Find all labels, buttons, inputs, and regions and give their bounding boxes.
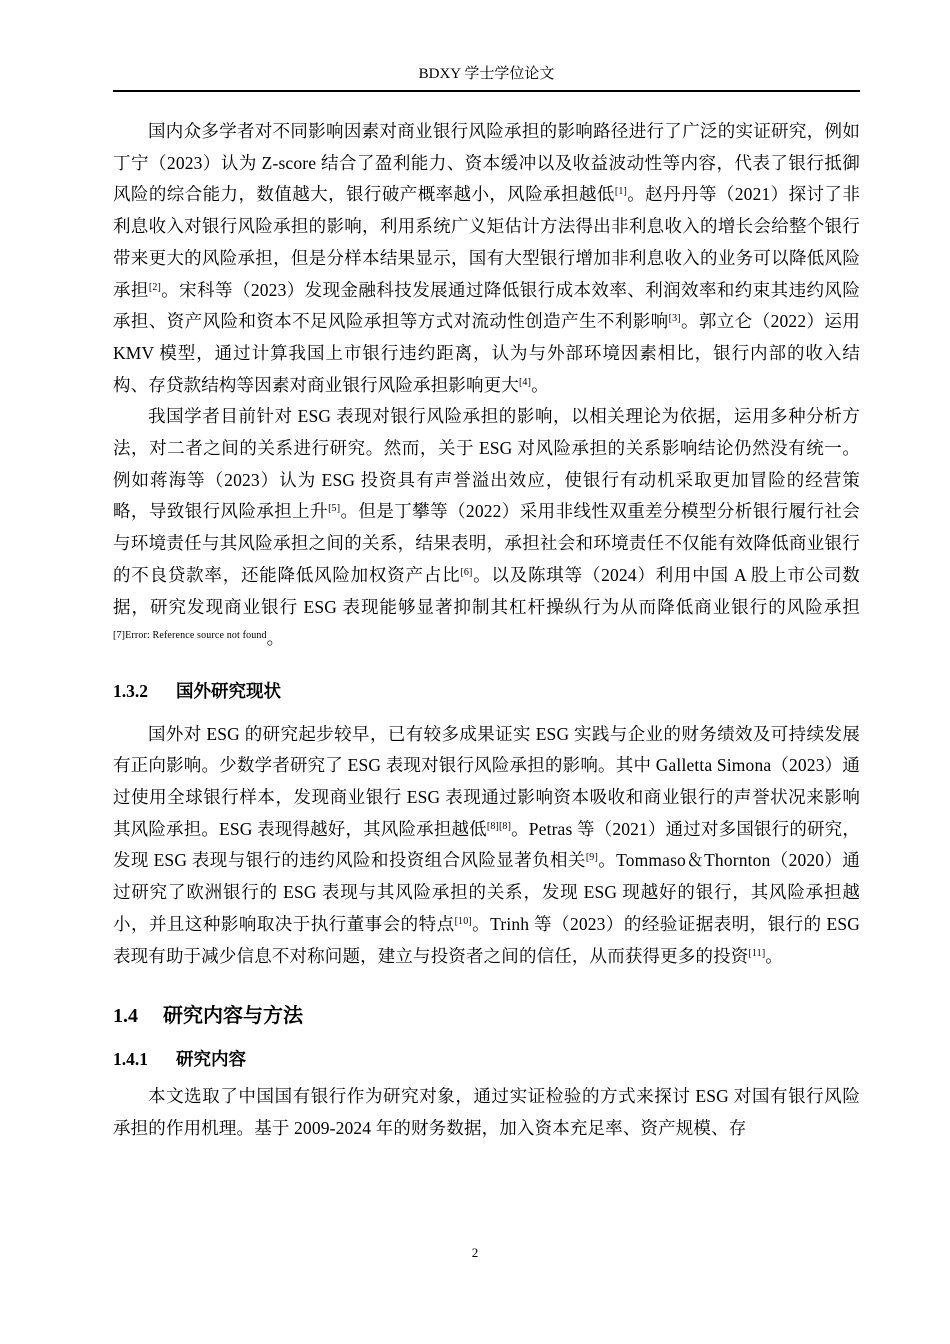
section-title: 研究内容与方法 [163,1003,303,1028]
citation: [10] [454,915,472,927]
paragraph-text: 。Trinh 等（2023）的经验证据表明，银行的 ESG 表现有助于减少信息不对称问题，建立与投资者之间的信任，从而获得更多的投资 [113,913,860,966]
section-heading-1-3-2 [113,676,860,709]
header-title: BDXY 学士学位论文 [418,66,555,82]
paragraph-text: 本文选取了中国国有银行作为研究对象，通过实证检验的方式来探讨 ESG 对国有银行风险承担的作用机理。基于 2009-2024 年的财务数据，加入资本充足率、资产规模、存 [113,1085,860,1138]
page-number: 2 [471,1245,479,1260]
paragraph-text: 。 [266,628,285,649]
paragraph-text: 。赵丹丹等（2021）探讨了非利息收入对银行风险承担的影响，利用系统广义矩估计方法得出非利息收入的增长会给整个银行带来更大的风险承担，但是分样本结果显示，国有大型银行增加非利息收入的业务可以降低风险承担 [113,184,860,300]
citation: [5] [328,503,341,515]
paragraph-text: 。以及陈琪等（2024）利用中国 A 股上市公司数据，研究发现商业银行 ESG 表现能够显著抑制其杠杆操纵行为从而降低商业银行的风险承担 [113,564,860,617]
paragraph-text: 。郭立仑（2022）运用 KMV 模型，通过计算我国上市银行违约距离，认为与外部环境因素相比，银行内部的收入结构、存贷款结构等因素对商业银行风险承担影响更大 [113,311,860,395]
section-number: 1.4 [113,1005,138,1028]
section-title: 研究内容 [176,1050,246,1071]
paragraph-research-content [113,1081,860,1144]
citation: [8][8] [486,820,512,832]
page-footer [0,1244,950,1262]
page-body [113,116,860,1144]
citation: [11] [748,947,766,959]
citation: [2] [148,281,161,293]
page-header [113,58,860,92]
section-heading-1-4 [113,999,860,1032]
citation-error: [7]Error: Reference source not found [113,630,267,642]
paragraph-foreign-research [113,719,860,973]
citation: [6] [460,566,473,578]
paragraph-domestic-esg [113,401,860,655]
citation: [4] [518,376,532,388]
paragraph-text: 国外对 ESG 的研究起步较早，已有较多成果证实 ESG 实践与企业的财务绩效及可持续发展有正向影响。少数学者研究了 ESG 表现对银行风险承担的影响。其中 Galletta Simona（2023）通过使用全球银行样本，发现商业银行 ESG 表现通过影响资本吸收和商业银行的声誉状况来影响其风险承担。ESG 表现得越好，其风险承担越低 [113,723,860,839]
section-title: 国外研究现状 [176,681,281,702]
paragraph-text: 。宋科等（2023）发现金融科技发展通过降低银行成本效率、利润效率和约束其违约风险承担、资产风险和资本不足风险承担等方式对流动性创造产生不利影响 [113,279,860,332]
paragraph-domestic-factors [113,116,860,401]
citation: [1] [614,186,627,198]
citation: [9] [585,852,598,864]
section-number: 1.3.2 [113,680,148,701]
citation: [3] [668,313,681,325]
paragraph-text: 。Petras 等（2021）通过对多国银行的研究，发现 ESG 表现与银行的违约风险和投资组合风险显著负相关 [113,818,860,871]
paragraph-text: 。 [531,374,549,395]
paragraph-text: 我国学者目前针对 ESG 表现对银行风险承担的影响，以相关理论为依据，运用多种分析方法，对二者之间的关系进行研究。然而，关于 ESG 对风险承担的关系影响结论仍然没有统一。例如蒋海等（2023）认为 ESG 投资具有声誉溢出效应，使银行有动机采取更加冒险的经营策略，导致银行风险承担上升 [113,406,860,522]
paragraph-text: 。但是丁攀等（2022）采用非线性双重差分模型分析银行履行社会与环境责任与其风险承担之间的关系，结果表明，承担社会和环境责任不仅能有效降低商业银行的不良贷款率，还能降低风险加权资产占比 [113,501,860,585]
section-heading-1-4-1 [113,1044,860,1077]
paragraph-text: 。 [765,945,783,966]
section-number: 1.4.1 [113,1049,148,1070]
paragraph-text: 国内众多学者对不同影响因素对商业银行风险承担的影响路径进行了广泛的实证研究，例如丁宁（2023）认为 Z-score 结合了盈利能力、资本缓冲以及收益波动性等内容，代表了银行抵御风险的综合能力，数值越大，银行破产概率越小，风险承担越低 [113,121,860,205]
paragraph-text: 。Tommaso＆Thornton（2020）通过研究了欧洲银行的 ESG 表现与其风险承担的关系，发现 ESG 现越好的银行，其风险承担越小，并且这种影响取决于执行董事会的特点 [113,850,860,934]
